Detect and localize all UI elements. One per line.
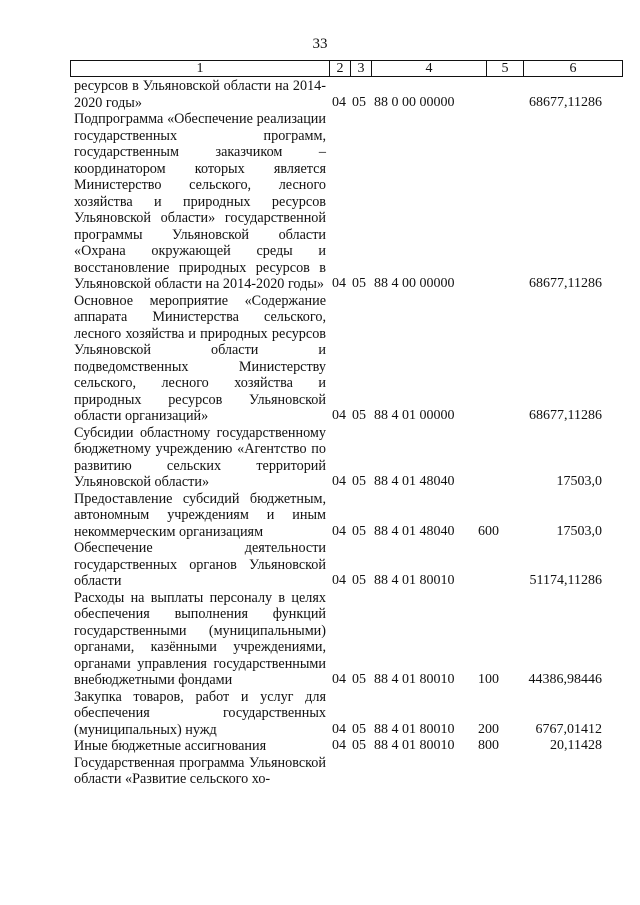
table-row xyxy=(0,111,640,293)
row-code-section: 04 xyxy=(332,94,346,110)
row-code-section: 04 xyxy=(332,408,346,423)
row-codes xyxy=(332,738,602,755)
row-code-subsection: 05 xyxy=(352,474,366,489)
row-description: Закупка товаров, работ и услуг для обеспечения государственных (муниципальных) нужд xyxy=(74,688,326,738)
row-amount: 17503,0 xyxy=(556,523,602,539)
table-row xyxy=(0,78,640,111)
row-description: Государственная программа Ульяновской области «Развитие сельского хо- xyxy=(74,754,326,787)
row-code-expense-type: 200 xyxy=(478,721,499,737)
header-col-4: 4 xyxy=(372,61,487,77)
row-code-section: 04 xyxy=(332,721,346,737)
row-code-target: 88 0 00 00000 xyxy=(374,94,455,110)
row-description: Обеспечение деятельности государственных органов Ульяновской области xyxy=(74,540,326,589)
header-col-5: 5 xyxy=(487,61,524,77)
table-body xyxy=(0,78,640,788)
row-code-subsection: 05 xyxy=(352,523,366,539)
row-code-section: 04 xyxy=(332,738,346,753)
header-col-1: 1 xyxy=(71,61,330,77)
table-row xyxy=(0,755,640,788)
row-code-target: 88 4 01 80010 xyxy=(374,672,455,687)
row-description: Иные бюджетные ассигнования xyxy=(74,738,267,754)
row-code-target: 88 4 01 80010 xyxy=(374,738,455,753)
row-codes xyxy=(332,524,602,541)
row-amount: 44386,98446 xyxy=(528,672,602,687)
row-code-section: 04 xyxy=(332,672,346,687)
row-amount: 17503,0 xyxy=(556,474,602,489)
row-code-target: 88 4 01 80010 xyxy=(374,573,455,588)
row-codes xyxy=(332,771,602,788)
table-header xyxy=(70,60,623,77)
row-description: Расходы на выплаты персоналу в целях обеспечения выполнения функций государственными (муниципальными) органами, казёнными учреждениями, органами управления государственными внебюджетными фондами xyxy=(74,589,326,688)
row-code-subsection: 05 xyxy=(352,738,366,753)
row-amount: 68677,11286 xyxy=(529,94,602,110)
row-code-section: 04 xyxy=(332,474,346,489)
row-code-section: 04 xyxy=(332,523,346,539)
row-description: Предоставление субсидий бюджетным, автономным учреждениям и иным некоммерческим организациям xyxy=(74,490,326,540)
row-code-target: 88 4 01 80010 xyxy=(374,721,455,737)
row-amount: 68677,11286 xyxy=(529,276,602,291)
row-code-section: 04 xyxy=(332,276,346,291)
header-col-3: 3 xyxy=(351,61,372,77)
row-codes xyxy=(332,722,602,739)
table-row xyxy=(0,540,640,590)
header-col-6: 6 xyxy=(524,61,623,77)
row-code-target: 88 4 01 48040 xyxy=(374,474,455,489)
row-code-subsection: 05 xyxy=(352,672,366,687)
row-code-subsection: 05 xyxy=(352,573,366,588)
table-row xyxy=(0,491,640,541)
row-code-subsection: 05 xyxy=(352,276,366,291)
row-code-expense-type: 600 xyxy=(478,523,499,539)
row-description: ресурсов в Ульяновской области на 2014-2020 годы» xyxy=(74,78,326,111)
row-code-subsection: 05 xyxy=(352,94,366,110)
table-row xyxy=(0,689,640,739)
row-code-subsection: 05 xyxy=(352,721,366,737)
row-amount: 6767,01412 xyxy=(535,721,602,737)
table-row xyxy=(0,293,640,425)
row-amount: 68677,11286 xyxy=(529,408,602,423)
row-code-target: 88 4 01 48040 xyxy=(374,523,455,539)
row-codes xyxy=(332,408,602,425)
header-col-2: 2 xyxy=(330,61,351,77)
row-codes xyxy=(332,276,602,293)
row-codes xyxy=(332,573,602,590)
table-row xyxy=(0,590,640,689)
table-row xyxy=(0,425,640,491)
row-description: Субсидии областному государственному бюджетному учреждению «Агентство по развитию сельских территорий Ульяновской области» xyxy=(74,424,326,490)
row-code-target: 88 4 01 00000 xyxy=(374,408,455,423)
row-description: Основное мероприятие «Содержание аппарата Министерства сельского, лесного хозяйства и природных ресурсов Ульяновской области и подведомственных Министерству сельского, лесного хозяйства и природных ресурсов Ульяновской области организаций» xyxy=(74,292,326,424)
row-code-expense-type: 800 xyxy=(478,738,499,753)
table-row xyxy=(0,738,640,755)
row-code-subsection: 05 xyxy=(352,408,366,423)
row-code-section: 04 xyxy=(332,573,346,588)
row-codes xyxy=(332,95,602,112)
row-code-expense-type: 100 xyxy=(478,672,499,687)
page-number: 33 xyxy=(312,36,328,52)
row-amount: 51174,11286 xyxy=(529,573,602,588)
row-amount: 20,11428 xyxy=(550,738,602,753)
row-codes xyxy=(332,474,602,491)
row-description: Подпрограмма «Обеспечение реализации государственных программ, государственным заказчиком – координатором которых является Министерство сельского, лесного хозяйства и природных ресурсов Ульяновской области» государственной программы Ульяновской области «Охрана окружающей среды и восстановление природных ресурсов в Ульяновской области на 2014-2020 годы» xyxy=(74,111,326,292)
row-codes xyxy=(332,672,602,689)
row-code-target: 88 4 00 00000 xyxy=(374,276,455,291)
